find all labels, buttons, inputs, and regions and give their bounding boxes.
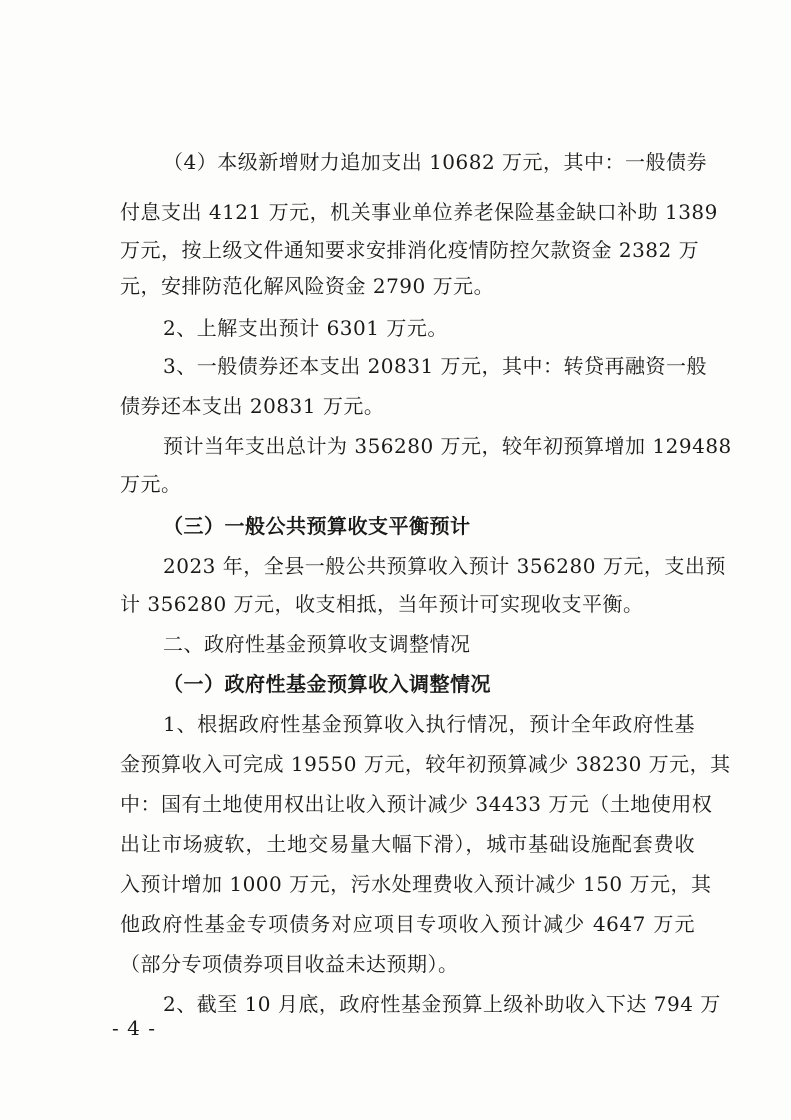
paragraph-line: 债券还本支出 20831 万元。 (120, 394, 385, 418)
paragraph-line: 2、截至 10 月底，政府性基金预算上级补助收入下达 794 万 (163, 992, 721, 1016)
paragraph-line: 付息支出 4121 万元，机关事业单位养老保险基金缺口补助 1389 (120, 200, 718, 224)
paragraph-line: 预计当年支出总计为 356280 万元，较年初预算增加 129488 (163, 434, 732, 458)
paragraph-line: 他政府性基金专项债务对应项目专项收入预计减少 4647 万元 (120, 912, 695, 936)
paragraph-line: 万元，按上级文件通知要求安排消化疫情防控欠款资金 2382 万 (120, 238, 700, 262)
paragraph-line: 2、上解支出预计 6301 万元。 (163, 316, 448, 340)
paragraph-line: 万元。 (120, 472, 182, 496)
paragraph-line: （部分专项债券项目收益未达预期）。 (120, 952, 459, 976)
paragraph-line: 金预算收入可完成 19550 万元，较年初预算减少 38230 万元，其 (120, 752, 731, 776)
paragraph-line: 计 356280 万元，收支相抵，当年预计可实现收支平衡。 (120, 592, 644, 616)
paragraph-line: 1、根据政府性基金预算收入执行情况，预计全年政府性基 (163, 712, 695, 736)
paragraph-line: 出让市场疲软，土地交易量大幅下滑），城市基础设施配套费收 (120, 832, 695, 856)
paragraph-line: 入预计增加 1000 万元，污水处理费收入预计减少 150 万元，其 (120, 872, 712, 896)
paragraph-line: （4）本级新增财力追加支出 10682 万元，其中：一般债券 (163, 150, 708, 174)
paragraph-line: 中：国有土地使用权出让收入预计减少 34433 万元（土地使用权 (120, 792, 713, 816)
section-heading: 二、政府性基金预算收支调整情况 (163, 632, 471, 656)
paragraph-line: 元，安排防范化解风险资金 2790 万元。 (120, 274, 495, 298)
paragraph-line: 3、一般债券还本支出 20831 万元，其中：转贷再融资一般 (163, 354, 708, 378)
page-number: - 4 - (112, 1016, 156, 1040)
section-heading: （一）政府性基金预算收入调整情况 (163, 672, 491, 696)
paragraph-line: 2023 年，全县一般公共预算收入预计 356280 万元，支出预 (163, 554, 726, 578)
section-heading: （三）一般公共预算收支平衡预计 (163, 514, 471, 538)
